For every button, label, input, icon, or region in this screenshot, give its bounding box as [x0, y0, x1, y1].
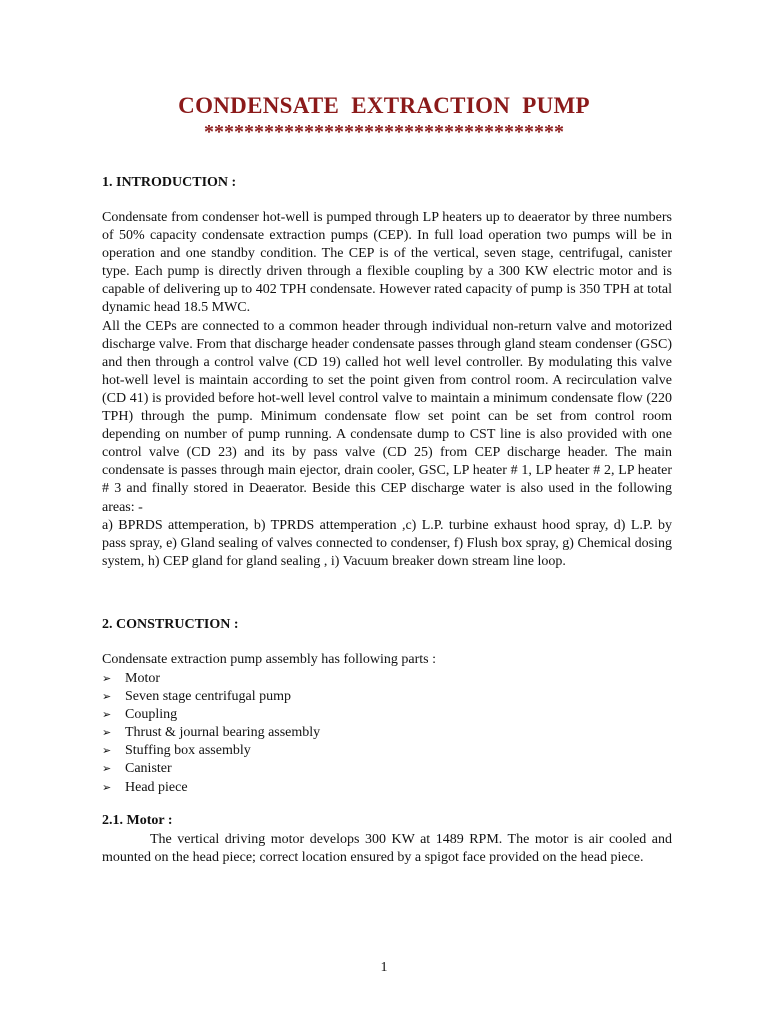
introduction-paragraph-1: Condensate from condenser hot-well is pumped through LP heaters up to deaerator by three numbers of 50% capacity condensate extraction pumps (CEP). In full load operation two pumps will be in operation and one standby condition. The CEP is of the vertical, seven stage, centrifugal, canister type. Each pump is directly driven through a flexible coupling by a 300 KW electric motor and is capable of delivering up to 402 TPH condensate. However rated capacity of pump is 350 TPH at total dynamic head 18.5 MWC. [102, 210, 672, 316]
arrowhead-bullet-icon: ➢ [102, 672, 112, 685]
list-item [102, 779, 320, 797]
list-item [102, 670, 320, 688]
arrowhead-bullet-icon: ➢ [102, 744, 112, 758]
list-item-label: Coupling [125, 707, 178, 723]
arrowhead-bullet-icon: ➢ [102, 708, 112, 722]
list-item [102, 688, 320, 706]
arrowhead-bullet-icon: ➢ [102, 780, 112, 794]
page-number: 1 [380, 960, 388, 975]
subsection-heading-motor: 2.1. Motor : [102, 813, 173, 828]
list-item [102, 742, 320, 760]
arrowhead-bullet-icon: ➢ [102, 690, 112, 704]
parts-list [102, 670, 320, 797]
list-item-label: Head piece [125, 779, 188, 795]
arrowhead-bullet-icon: ➢ [102, 762, 112, 776]
construction-intro: Condensate extraction pump assembly has following parts : [102, 652, 436, 667]
list-item-label: Motor [125, 671, 160, 686]
arrowhead-bullet-icon: ➢ [102, 726, 112, 740]
section-heading-construction: 2. CONSTRUCTION : [102, 617, 239, 632]
list-item [102, 706, 320, 724]
introduction-paragraph-3: a) BPRDS attemperation, b) TPRDS attemperation ,c) L.P. turbine exhaust hood spray, d) L.P. by pass spray, e) Gland sealing of valves connected to condenser, f) Flush box spray, g) Chemical dosing system, h) CEP gland for gland sealing , i) Vacuum breaker down stream line loop. [102, 517, 672, 569]
title-underline-stars: ************************************ [204, 121, 564, 143]
introduction-paragraph-2: All the CEPs are connected to a common header through individual non-return valve and motorized discharge valve. From that discharge header condensate passes through gland steam condenser (GSC) and then through a control valve (CD 19) called hot well level controller. By modulating this valve hot-well level is maintain according to set the point given from control room. A recirculation valve (CD 41) is provided before hot-well level control valve to maintain a minimum condensate flow (220 TPH) through the pump. Minimum condensate flow set point can be set from control room depending on number of pump running. A condensate dump to CST line is also provided with one control valve (CD 23) and its by pass valve (CD 25) from CEP discharge header. The main condensate is passes through main ejector, drain cooler, GSC, LP heater # 1, LP heater # 2, LP heater # 3 and finally stored in Deaerator. Beside this CEP discharge water is also used in the following areas: - [102, 318, 672, 515]
document-title: CONDENSATE EXTRACTION PUMP [178, 93, 590, 118]
list-item [102, 760, 320, 778]
motor-paragraph: The vertical driving motor develops 300 KW at 1489 RPM. The motor is air cooled and mounted on the head piece; correct location ensured by a spigot face provided on the head piece. [102, 832, 672, 866]
list-item-label: Seven stage centrifugal pump [125, 689, 292, 705]
list-item-label: Stuffing box assembly [125, 743, 251, 759]
section-heading-introduction: 1. INTRODUCTION : [102, 175, 237, 190]
list-item [102, 724, 320, 742]
list-item-label: Canister [125, 761, 172, 777]
list-item-label: Thrust & journal bearing assembly [125, 725, 321, 741]
